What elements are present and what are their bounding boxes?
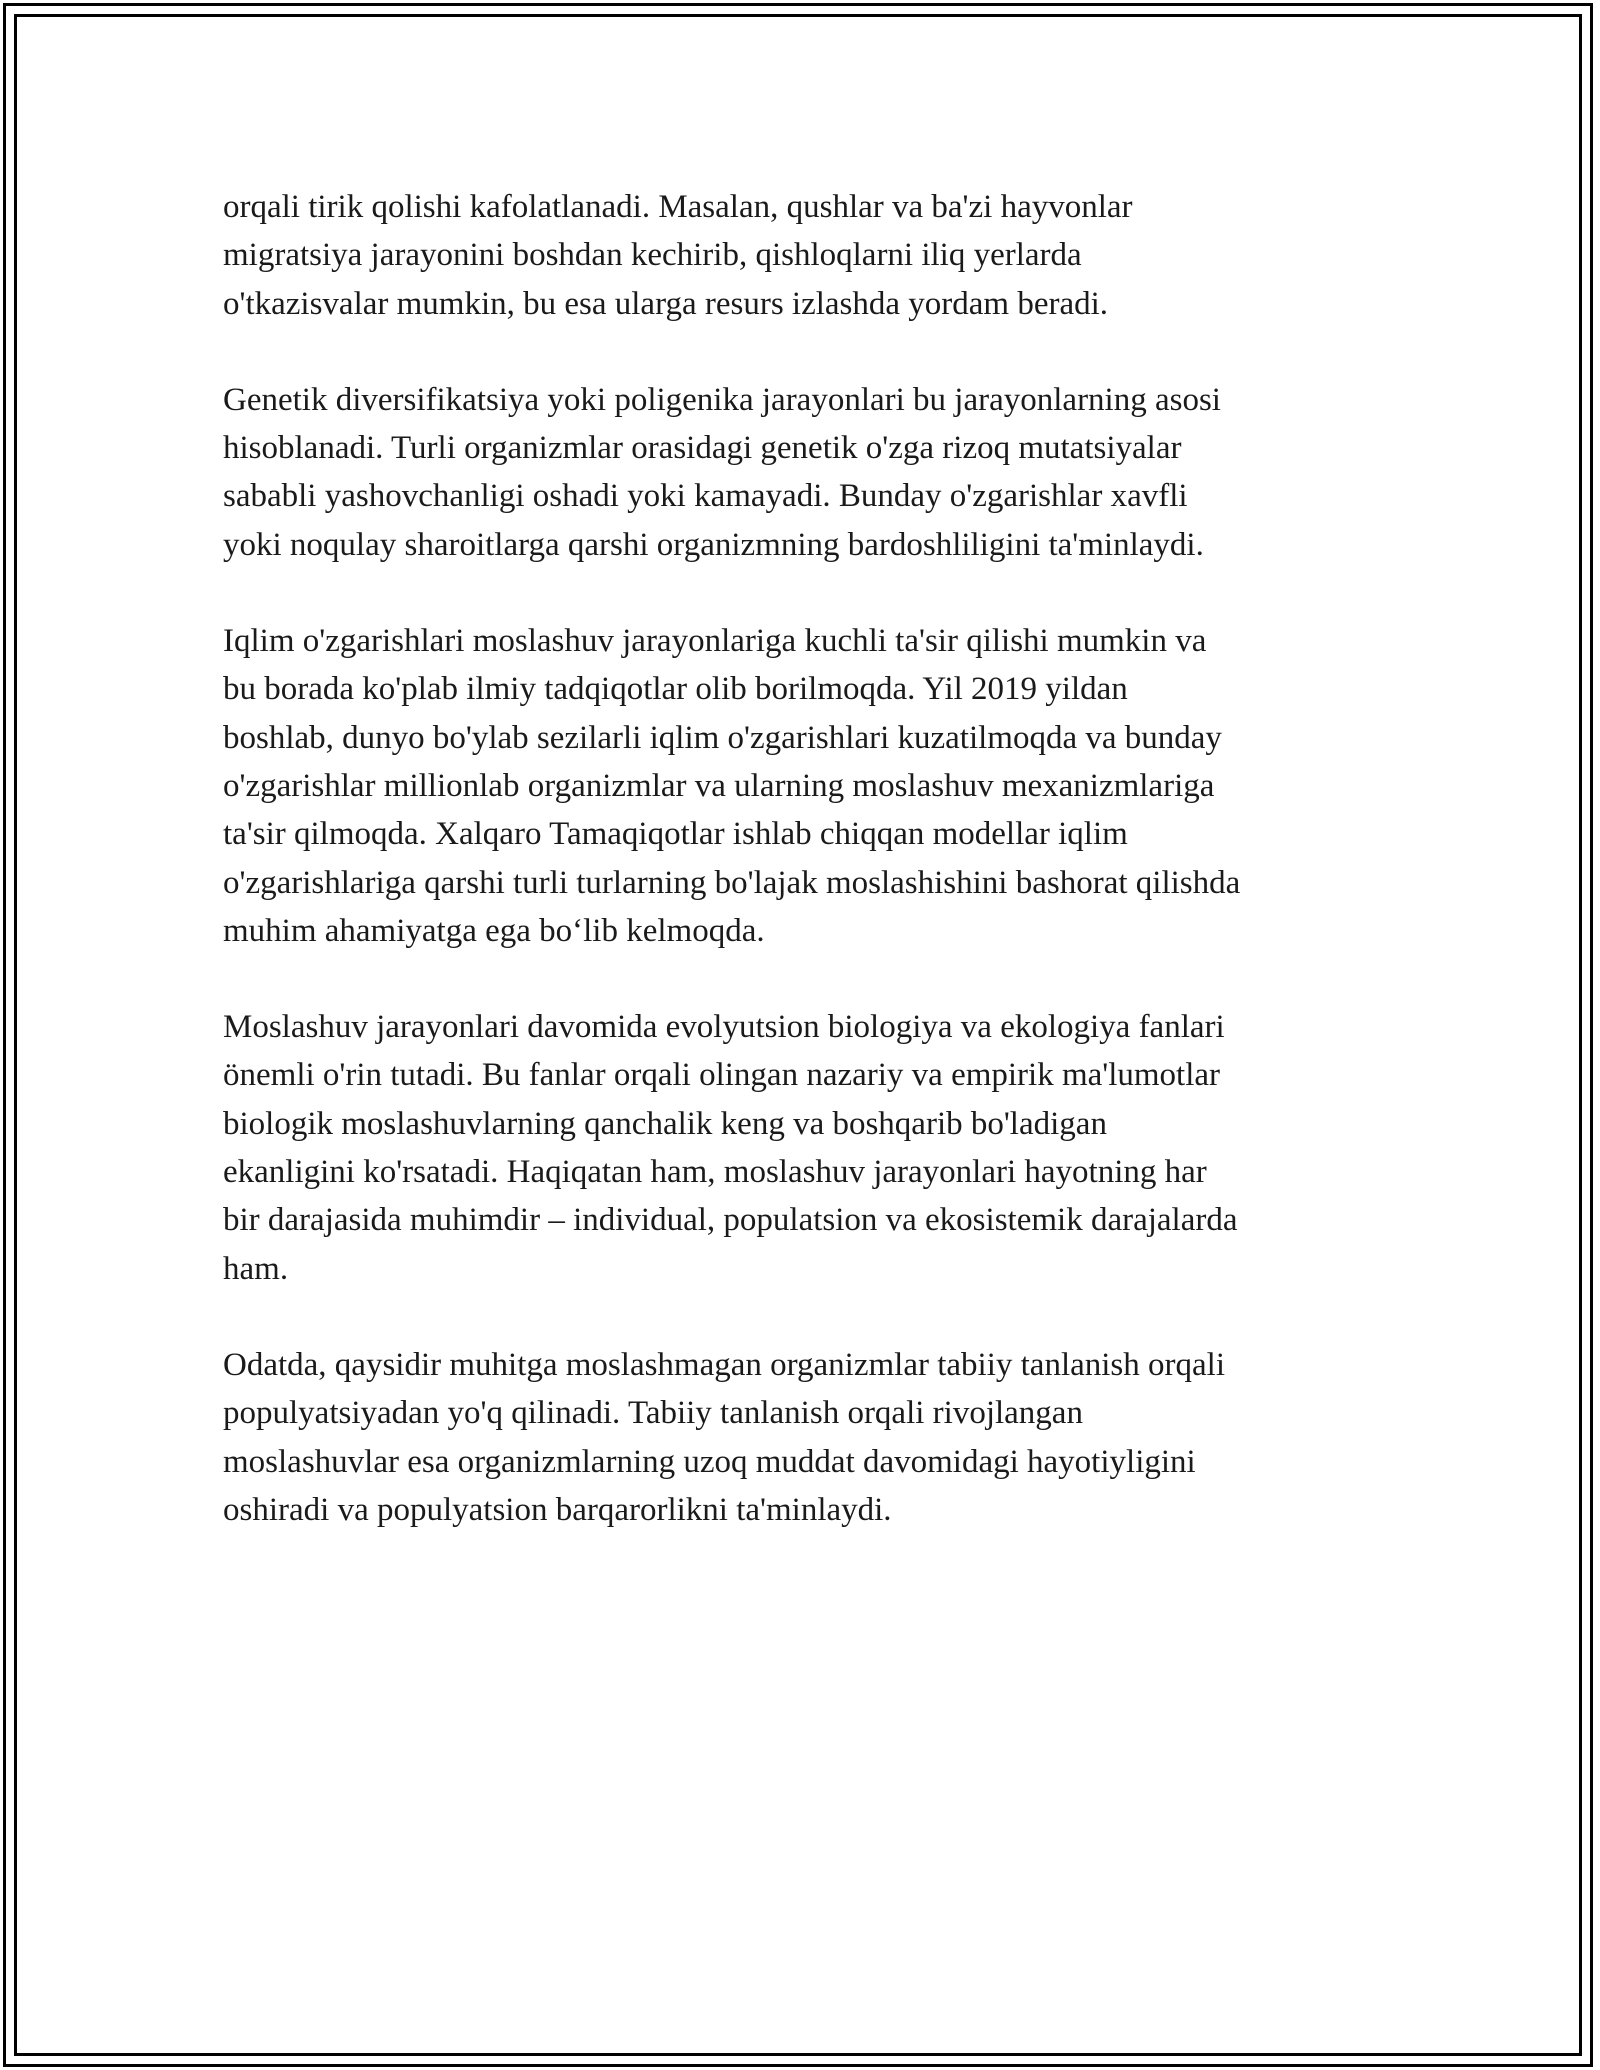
paragraph-evolutionary-biology: Moslashuv jarayonlari davomida evolyutsion biologiya va ekologiya fanlari önemli o'rin tutadi. Bu fanlar orqali olingan nazariy va empirik ma'lumotlar biologik moslashuvlarning qanchalik keng va boshqarib bo'ladigan ekanligini ko'rsatadi. Haqiqatan ham, moslashuv jarayonlari hayotning har bir darajasida muhimdir – individual, populatsion va ekosistemik darajalarda ham. [223, 1009, 1238, 1287]
paragraph-natural-selection: Odatda, qaysidir muhitga moslashmagan organizmlar tabiiy tanlanish orqali populyatsiyadan yo'q qilinadi. Tabiiy tanlanish orqali rivojlangan moslashuvlar esa organizmlarning uzoq muddat davomidagi hayotiyligini oshiradi va populyatsion barqarorlikni ta'minlaydi. [223, 1346, 1225, 1528]
paragraph-migration: orqali tirik qolishi kafolatlanadi. Masalan, qushlar va ba'zi hayvonlar migratsiya jarayonini boshdan kechirib, qishloqlarni iliq yerlarda o'tkazisvalar mumkin, bu esa ularga resurs izlashda yordam beradi. [223, 189, 1133, 322]
paragraph-climate-change: Iqlim o'zgarishlari moslashuv jarayonlariga kuchli ta'sir qilishi mumkin va bu borada ko'plab ilmiy tadqiqotlar olib borilmoqda. Yil 2019 yildan boshlab, dunyo bo'ylab sezilarli iqlim o'zgarishlari kuzatilmoqda va bunday o'zgarishlar millionlab organizmlar va ularning moslashuv mexanizmlariga ta'sir qilmoqda. Xalqaro Tamaqiqotlar ishlab chiqqan modellar iqlim o'zgarishlariga qarshi turli turlarning bo'lajak moslashishini bashorat qilishda muhim ahamiyatga ega bo‘lib kelmoqda. [223, 623, 1241, 949]
document-body [223, 183, 1383, 1582]
paragraph-genetic-diversification: Genetik diversifikatsiya yoki poligenika jarayonlari bu jarayonlarning asosi hisoblanadi. Turli organizmlar orasidagi genetik o'zga rizoq mutatsiyalar sababli yashovchanligi oshadi yoki kamayadi. Bunday o'zgarishlar xavfli yoki noqulay sharoitlarga qarshi organizmning bardoshliligini ta'minlaydi. [223, 381, 1221, 563]
